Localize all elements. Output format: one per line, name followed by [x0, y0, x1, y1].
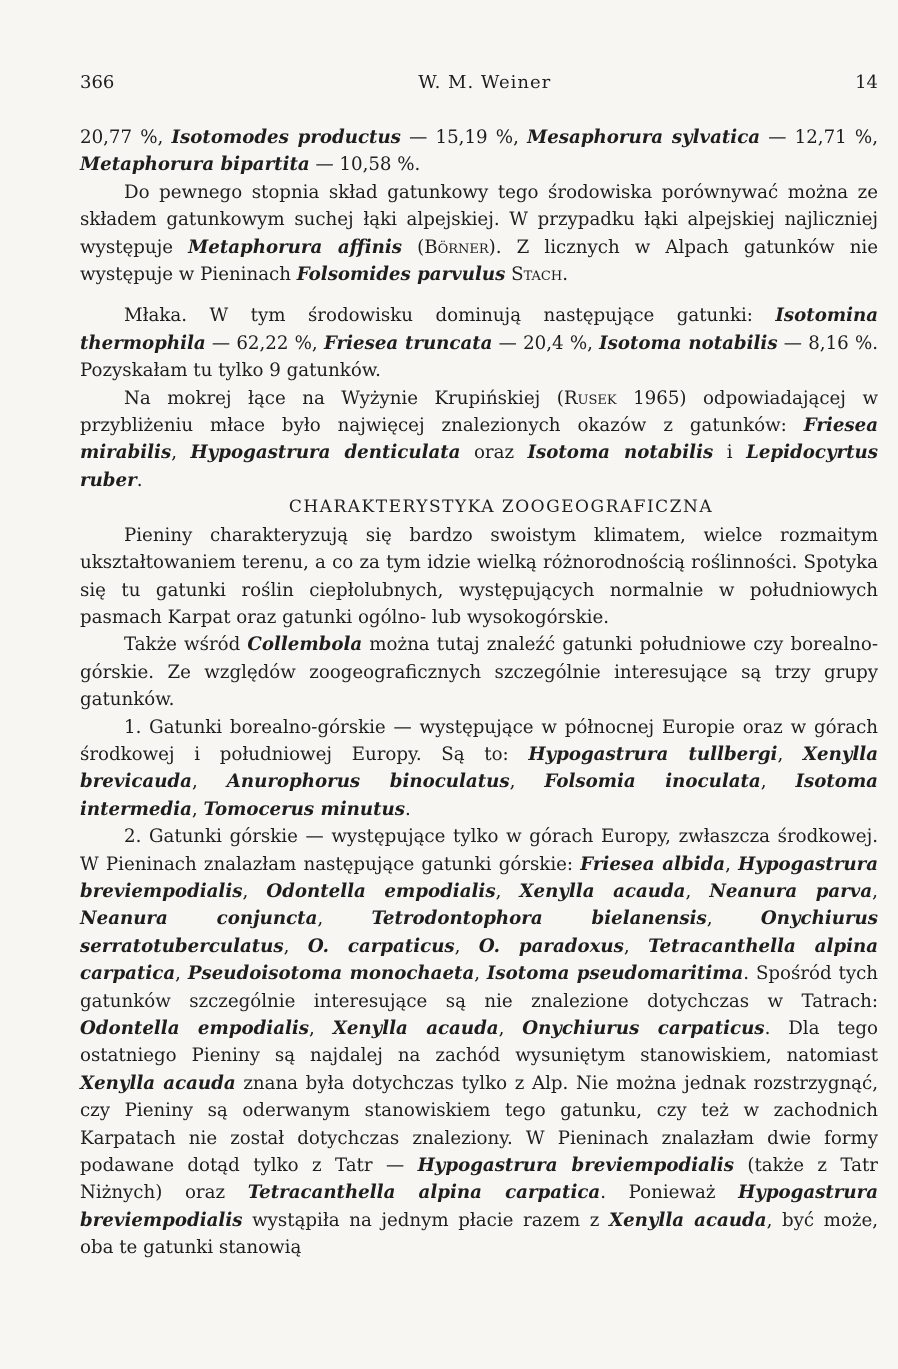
species-name: O. paradoxus [478, 935, 624, 957]
text-span: Młaka. W tym środowisku dominują następujące gatunki: [124, 305, 776, 327]
species-name: Pseudoisotoma monochaeta [187, 963, 475, 985]
species-name: Hypogastrura tullbergi [528, 743, 778, 765]
text-span: Do pewnego stopnia skład gatunkowy tego środowiska porównywać można ze składem gatunkowym suchej łąki alpejskiej. W przypadku łąki alpejskiej najliczniej występuje [80, 181, 878, 258]
text-span: — 15,19 %, [400, 127, 528, 148]
species-name: Odontella empodialis [266, 880, 496, 902]
text-span: , [191, 771, 227, 793]
species-name: Hypogastrura breviempodialis [80, 1182, 878, 1231]
text-span: ( [402, 236, 425, 258]
paragraph-4 [80, 385, 878, 495]
text-span: , [317, 908, 372, 930]
text-span: , [309, 1018, 333, 1039]
section-number: 14 [855, 72, 878, 93]
text-span: . Dla tego ostatniego Pieniny są najdalej na zachód wysuniętym stanowiskiem, natomiast [80, 1018, 878, 1067]
text-span: . [404, 798, 411, 820]
species-name: Tomocerus minutus [203, 798, 405, 820]
species-name: Onychiurus carpaticus [522, 1018, 765, 1039]
species-name: Xenylla brevicauda [80, 743, 878, 793]
text-span: , [623, 935, 649, 957]
text-span: wystąpiła na jednym płacie razem z [242, 1209, 609, 1231]
text-span: Pieniny charakteryzują się bardzo swoistym klimatem, wielce rozmaitym ukształtowaniem terenu, a co za tym idzie wielką różnorodnością roślinności. Spotyka się tu gatunki roślin ciepłolubnych, występujących normalnie w południowych pasmach Karpat oraz gatunki ogólno- lub wysokogórskie. [80, 524, 878, 628]
species-name: Folsomides parvulus [296, 264, 506, 286]
text-span: Także wśród [124, 634, 248, 656]
paragraph-6 [80, 631, 878, 713]
text-span: , [777, 743, 803, 765]
text-span: — 8,16 %. Pozyskałam tu tylko 9 gatunków. [80, 332, 879, 382]
species-name: Metaphorura affinis [188, 236, 402, 258]
species-name: Metaphorura bipartita [80, 154, 310, 176]
text-span: — 20,4 %, [492, 332, 600, 354]
species-name: Collembola [247, 634, 363, 656]
species-name: Isotoma notabilis [599, 332, 778, 354]
text-span: 1965) odpowiadającej w przybliżeniu młace było najwięcej znalezionych okazów z gatunków: [80, 387, 879, 437]
species-name: Isotoma pseudomaritima [486, 963, 744, 985]
species-name: Friesea truncata [323, 332, 493, 354]
author-citation: Stach [511, 264, 563, 286]
species-name: Friesea albida [580, 853, 726, 875]
text-span: — 62,22 %, [205, 332, 324, 354]
text-span: , [454, 935, 479, 957]
paragraph-5 [80, 522, 878, 632]
species-name: Xenylla acauda [519, 880, 686, 902]
text-span: , [706, 908, 761, 930]
text-span: oraz [460, 442, 528, 464]
species-name: Anurophorus binoculatus [226, 771, 510, 793]
section-heading: CHARAKTERYSTYKA ZOOGEOGRAFICZNA [288, 497, 714, 518]
text-span: — 10,58 %. [309, 154, 421, 176]
species-name: Folsomia inoculata [544, 771, 761, 793]
running-header [80, 72, 878, 93]
text-span: . [562, 264, 569, 286]
text-span: , [685, 880, 710, 902]
text-span: ). Z licznych w Alpach gatunków nie występuje w Pieninach [80, 236, 878, 286]
running-author: W. M. Weiner [418, 72, 552, 93]
species-name: Lepidocyrtus ruber [80, 442, 878, 491]
author-citation: Rusek [563, 387, 617, 409]
author-citation: Börner [424, 236, 489, 258]
text-span: , [242, 880, 267, 902]
species-name: Neanura conjuncta [80, 908, 318, 930]
species-name: Tetracanthella alpina carpatica [80, 935, 878, 985]
species-name: Isotomina thermophila [80, 305, 878, 354]
text-span: , [509, 771, 545, 793]
text-span: 20,77 %, [80, 127, 172, 148]
text-span: . Spośród tych gatunków szczególnie interesujące są nie znalezione dotychczas w Tatrach: [80, 963, 878, 1012]
text-span: , [498, 1018, 523, 1039]
species-name: Tetracanthella alpina carpatica [247, 1182, 601, 1204]
species-name: Isotoma notabilis [527, 442, 714, 464]
species-name: Hypogastrura denticulata [190, 442, 461, 464]
species-name: Hypogastrura breviempodialis [80, 853, 878, 902]
text-span: 2. Gatunki górskie — występujące tylko w górach Europy, zwłaszcza środkowej. W Pieninach znalazłam następujące gatunki górskie: [80, 826, 878, 875]
species-name: O. carpaticus [307, 935, 455, 957]
text-span: , [760, 771, 796, 793]
text-span: , [283, 935, 308, 957]
text-span: . [136, 469, 143, 491]
species-name: Xenylla acauda [608, 1209, 767, 1231]
text-span: , [495, 880, 520, 902]
species-name: Isotomodes productus [171, 127, 401, 148]
text-span: , [872, 880, 878, 902]
species-name: Friesea mirabilis [80, 415, 878, 464]
article-body [80, 124, 878, 1262]
species-name: Onychiurus serratotuberculatus [80, 908, 878, 957]
paragraph-8 [80, 823, 878, 1262]
text-span: , [191, 798, 204, 820]
species-name: Tetrodontophora bielanensis [371, 908, 707, 930]
text-span: , [171, 442, 191, 464]
paragraph-3 [80, 302, 878, 384]
text-span: znana była dotychczas tylko z Alp. Nie można jednak rozstrzygnąć, czy Pieniny są oderwanym stanowiskiem tego gatunku, czy też w zachodnich Karpatach nie został dotychczas znaleziony. W Pieninach znalazłam dwie formy podawane dotąd tylko z Tatr — [80, 1072, 878, 1177]
text-span: — 12,71 %, [760, 127, 878, 148]
text-span: , być może, oba te gatunki stanowią [80, 1209, 878, 1259]
species-name: Mesaphorura sylvatica [527, 127, 761, 148]
text-span: można tutaj znaleźć gatunki południowe czy borealno-górskie. Ze względów zoogeograficznych szczególnie interesujące są trzy grupy gatunków. [80, 634, 878, 711]
species-name: Hypogastrura breviempodialis [417, 1155, 734, 1177]
text-span: , [474, 963, 487, 985]
species-name: Neanura parva [709, 880, 873, 902]
text-span: i [713, 442, 747, 464]
text-span: . Ponieważ [600, 1182, 739, 1204]
text-span: 1. Gatunki borealno-górskie — występujące w północnej Europie oraz w górach środkowej i południowej Europy. Są to: [80, 716, 878, 765]
paragraph-1 [80, 124, 878, 179]
text-span: Na mokrej łące na Wyżynie Krupińskiej ( [124, 387, 564, 409]
paragraph-7 [80, 714, 878, 824]
page-number: 366 [80, 72, 115, 93]
species-name: Isotoma intermedia [80, 771, 878, 820]
paragraph-2 [80, 179, 878, 289]
species-name: Odontella empodialis [80, 1018, 310, 1039]
text-span: , [175, 963, 188, 985]
species-name: Xenylla acauda [80, 1072, 236, 1094]
species-name: Xenylla acauda [332, 1018, 499, 1039]
text-span: , [725, 853, 739, 875]
text-span: (także z Tatr Niżnych) oraz [80, 1155, 878, 1204]
